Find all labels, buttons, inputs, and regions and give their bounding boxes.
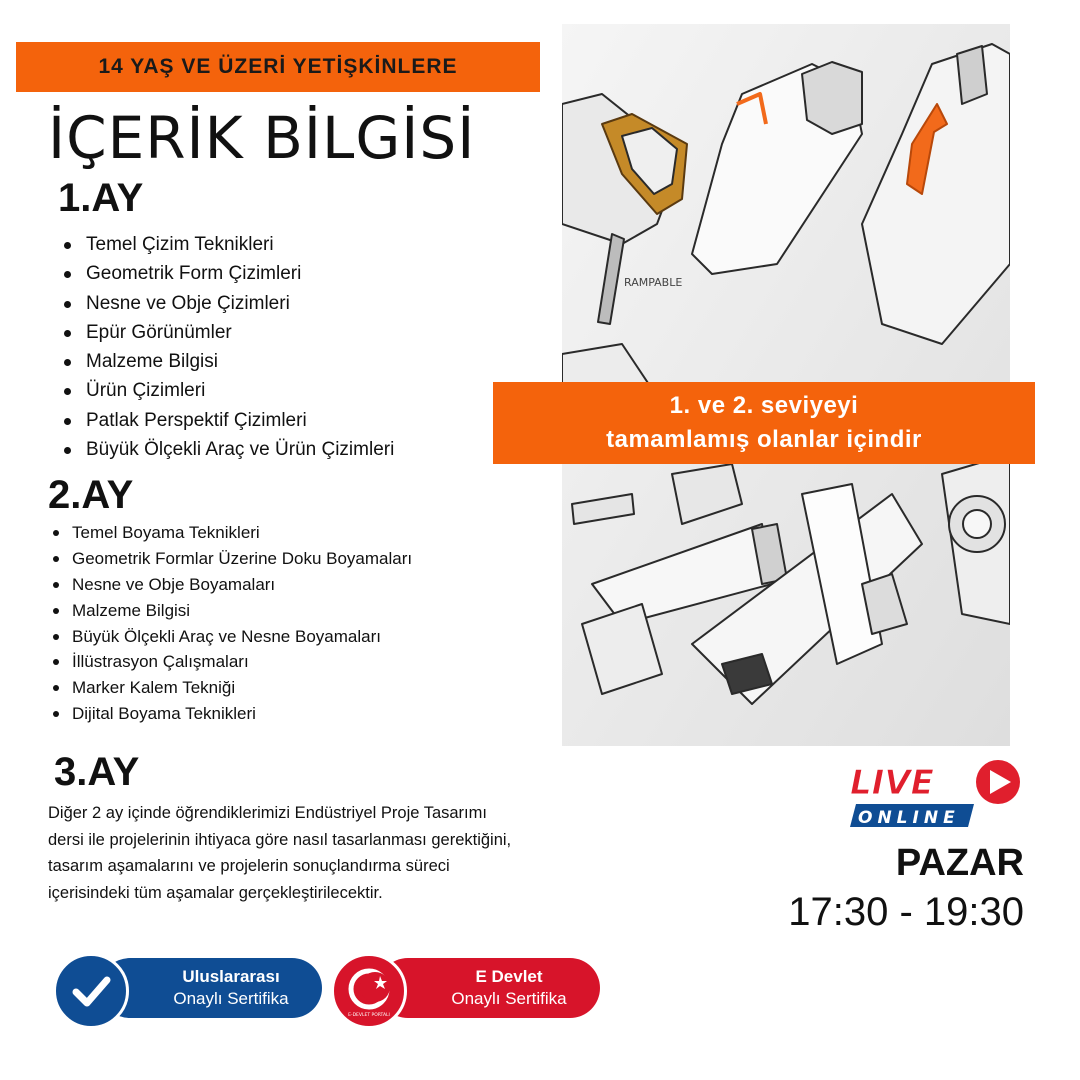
sketch-signature: RAMPABLE xyxy=(624,276,683,289)
list-item: Ürün Çizimleri xyxy=(62,376,394,405)
live-online-badge xyxy=(846,757,1028,831)
month3-description: Diğer 2 ay içinde öğrendiklerimizi Endüstriyel Proje Tasarımı dersi ile projelerinin ihtiyaca göre nasıl tasarlanması gerektiğini, tasarım aşamalarını ve projelerin sonuçlandırma süreci içerisindeki tüm aşamalar gerçekleştirilecektir. xyxy=(48,804,512,902)
level-notice-line2: tamamlamış olanlar içindir xyxy=(606,426,922,453)
schedule-day: PAZAR xyxy=(895,842,1024,884)
edevlet-certificate-badge xyxy=(378,958,600,1018)
online-text: ONLINE xyxy=(858,808,960,828)
international-certificate-badge xyxy=(100,958,322,1018)
month3-heading: 3.AY xyxy=(54,750,140,794)
list-item: Patlak Perspektif Çizimleri xyxy=(62,406,394,435)
page-title: İÇERİK BİLGİSİ xyxy=(48,104,476,172)
check-icon xyxy=(53,953,129,1029)
list-item: Geometrik Formlar Üzerine Doku Boyamaları xyxy=(50,546,412,572)
month2-heading: 2.AY xyxy=(48,473,134,517)
certificate-subtitle: Onaylı Sertifika xyxy=(451,989,567,1008)
certificate-subtitle: Onaylı Sertifika xyxy=(173,989,289,1008)
list-item: Marker Kalem Tekniği xyxy=(50,675,412,701)
level-notice-line1: 1. ve 2. seviyeyi xyxy=(669,392,859,419)
list-item: Temel Çizim Teknikleri xyxy=(62,230,394,259)
certificate-title: Uluslararası xyxy=(182,967,280,986)
list-item: Dijital Boyama Teknikleri xyxy=(50,701,412,727)
edevlet-logo-text: E-DEVLET PORTALI xyxy=(348,1013,390,1018)
list-item: Büyük Ölçekli Araç ve Nesne Boyamaları xyxy=(50,624,412,650)
list-item: Büyük Ölçekli Araç ve Ürün Çizimleri xyxy=(62,435,394,464)
audience-banner xyxy=(16,42,540,92)
play-icon xyxy=(976,760,1020,804)
live-text: LIVE xyxy=(850,763,934,803)
month1-heading: 1.AY xyxy=(58,176,144,220)
list-item: İllüstrasyon Çalışmaları xyxy=(50,649,412,675)
month2-list xyxy=(50,520,412,727)
edevlet-logo-icon xyxy=(331,953,407,1029)
list-item: Nesne ve Obje Çizimleri xyxy=(62,289,394,318)
month1-list xyxy=(62,230,394,464)
list-item: Malzeme Bilgisi xyxy=(62,347,394,376)
list-item: Malzeme Bilgisi xyxy=(50,598,412,624)
audience-text: 14 YAŞ VE ÜZERİ YETİŞKİNLERE xyxy=(98,55,458,78)
list-item: Geometrik Form Çizimleri xyxy=(62,259,394,288)
level-notice-banner xyxy=(493,382,1035,464)
list-item: Epür Görünümler xyxy=(62,318,394,347)
schedule-time: 17:30 - 19:30 xyxy=(788,890,1024,934)
certificate-title: E Devlet xyxy=(475,967,543,986)
list-item: Temel Boyama Teknikleri xyxy=(50,520,412,546)
list-item: Nesne ve Obje Boyamaları xyxy=(50,572,412,598)
